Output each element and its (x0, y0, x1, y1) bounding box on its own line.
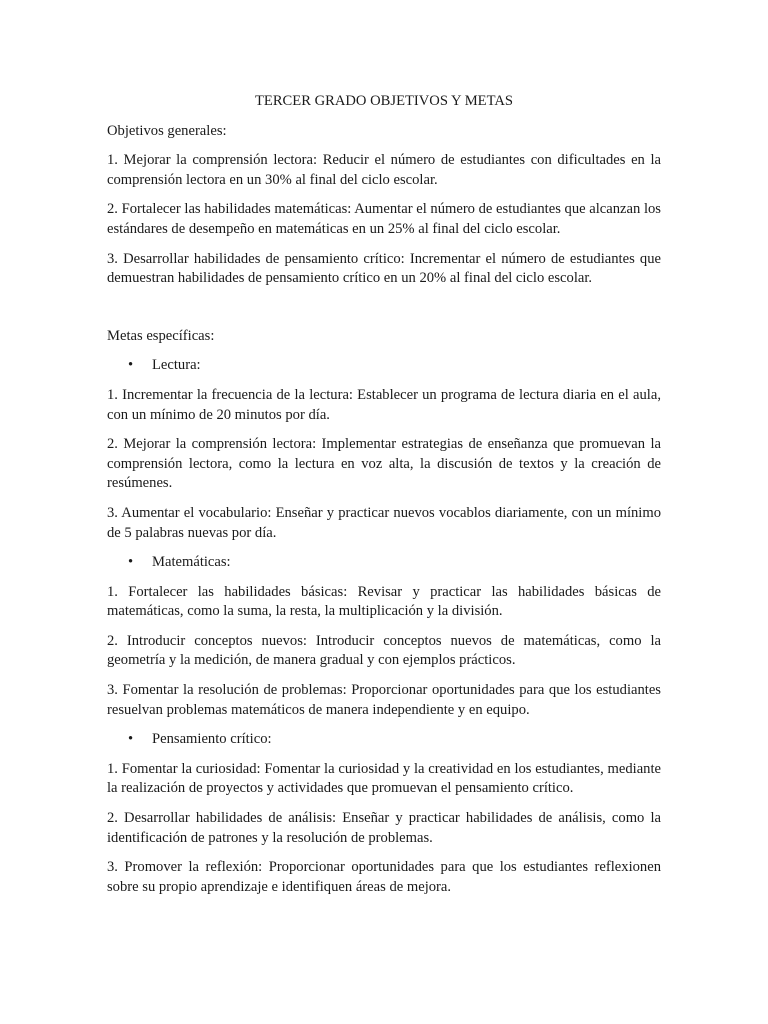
bullet-icon: • (128, 731, 134, 748)
bullet-label: Pensamiento crítico: (152, 731, 272, 748)
specific-goals-heading: Metas específicas: (107, 327, 215, 344)
bullet-pensamiento-critico (107, 730, 661, 750)
matematicas-goal-1: 1. Fortalecer las habilidades básicas: Revisar y practicar las habilidades básicas de matemáticas, como la suma, la resta, la multiplicación y la división. (107, 583, 661, 620)
document-title: TERCER GRADO OBJETIVOS Y METAS (254, 93, 513, 109)
bullet-matematicas (107, 553, 661, 573)
matematicas-goal-3: 3. Fomentar la resolución de problemas: Proporcionar oportunidades para que los estudiantes resuelvan problemas matemáticos de manera independiente y en equipo. (107, 682, 661, 718)
section-spacer (107, 299, 661, 327)
bullet-lectura (107, 356, 661, 376)
document-page (107, 92, 661, 907)
bullet-icon: • (128, 357, 134, 374)
bullet-icon: • (128, 554, 134, 571)
lectura-goal-1: 1. Incrementar la frecuencia de la lectura: Establecer un programa de lectura diaria en el aula, con un mínimo de 20 minutos por día. (107, 386, 661, 423)
general-objective-3: 3. Desarrollar habilidades de pensamiento crítico: Incrementar el número de estudiantes que demuestran habilidades de pensamiento crítico en un 20% al final del ciclo escolar. (107, 250, 661, 287)
lectura-goal-3: 3. Aumentar el vocabulario: Enseñar y practicar nuevos vocablos diariamente, con un mínimo de 5 palabras nuevas por día. (107, 504, 661, 541)
bullet-label: Lectura: (152, 357, 201, 374)
bullet-label: Matemáticas: (152, 554, 231, 571)
general-objectives-heading: Objetivos generales: (107, 122, 227, 139)
pensamiento-goal-1: 1. Fomentar la curiosidad: Fomentar la curiosidad y la creatividad en los estudiantes, mediante la realización de proyectos y actividades que promuevan el pensamiento crítico. (107, 760, 661, 797)
general-objective-2: 2. Fortalecer las habilidades matemáticas: Aumentar el número de estudiantes que alcanzan los estándares de desempeño en matemáticas en un 25% al final del ciclo escolar. (107, 201, 661, 237)
matematicas-goal-2: 2. Introducir conceptos nuevos: Introducir conceptos nuevos de matemáticas, como la geometría y la medición, de manera gradual y con ejemplos prácticos. (107, 632, 661, 669)
pensamiento-goal-2: 2. Desarrollar habilidades de análisis: Enseñar y practicar habilidades de análisis, como la identificación de patrones y la resolución de problemas. (107, 810, 661, 846)
pensamiento-goal-3: 3. Promover la reflexión: Proporcionar oportunidades para que los estudiantes reflexionen sobre su propio aprendizaje e identifiquen áreas de mejora. (107, 859, 661, 895)
lectura-goal-2: 2. Mejorar la comprensión lectora: Implementar estrategias de enseñanza que promuevan la comprensión lectora, como la lectura en voz alta, la discusión de textos y la creación de resúmenes. (107, 436, 661, 492)
general-objective-1: 1. Mejorar la comprensión lectora: Reducir el número de estudiantes con dificultades en la comprensión lectora en un 30% al final del ciclo escolar. (107, 152, 661, 188)
